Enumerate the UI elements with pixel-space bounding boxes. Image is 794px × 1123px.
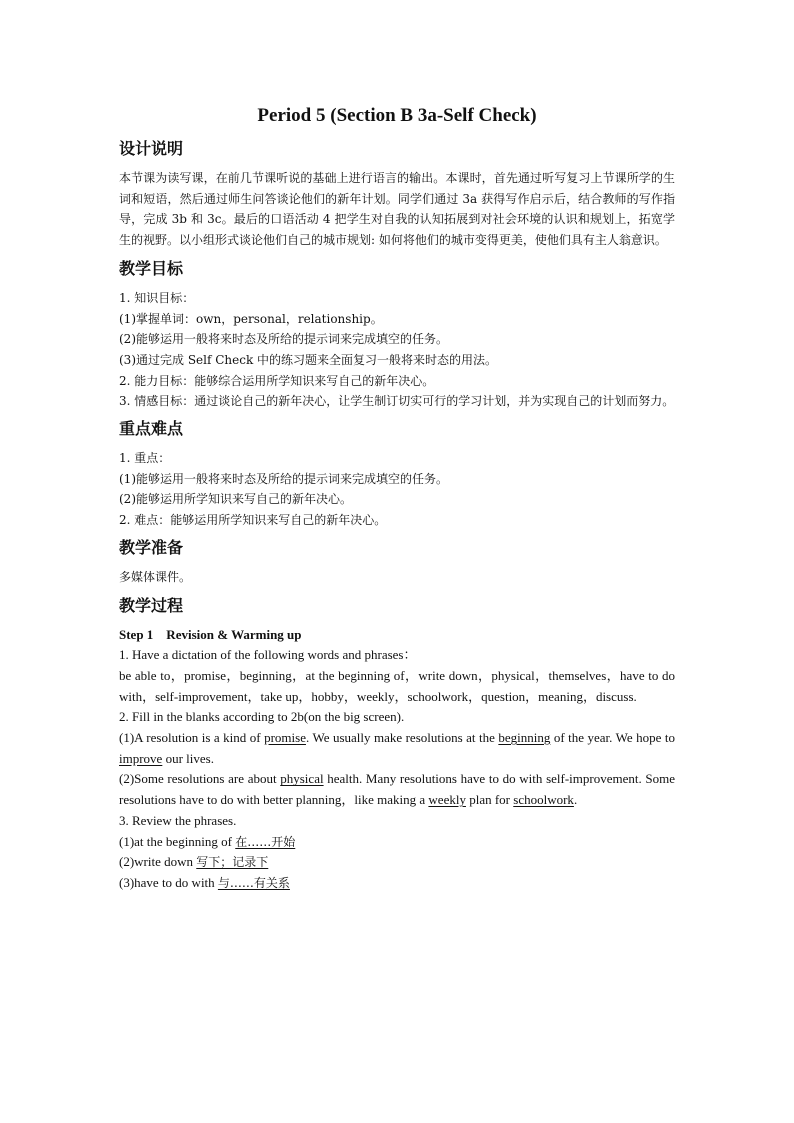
answer-blank: physical bbox=[280, 771, 324, 787]
document-page bbox=[119, 104, 675, 894]
list-item: (3)通过完成 Self Check 中的练习题来全面复习一般将来时态的用法。 bbox=[119, 352, 498, 367]
heading-design: 设计说明 bbox=[119, 139, 184, 158]
list-item: 1. 重点： bbox=[119, 451, 171, 466]
answer-blank: beginning bbox=[498, 730, 551, 746]
fill-sentence-2: (2)Some resolutions are about physical health. Many resolutions have to do with self-improvement. Some resolutions have to do with better planning，like making a weekly plan for schoolwork. bbox=[119, 771, 676, 808]
heading-process: 教学过程 bbox=[119, 595, 184, 615]
list-item: (2)能够运用一般将来时态及所给的提示词来完成填空的任务。 bbox=[119, 332, 449, 347]
heading-prep: 教学准备 bbox=[119, 537, 184, 557]
item-3: 3. Review the phrases. bbox=[119, 812, 237, 828]
list-item: 2. 能力目标：能够综合运用所学知识来写自己的新年决心。 bbox=[119, 373, 435, 388]
answer-blank: weekly bbox=[428, 792, 466, 808]
list-item: (1)掌握单词：own，personal，relationship。 bbox=[119, 311, 383, 326]
phrase-row: (3)have to do with 与……有关系 bbox=[119, 874, 290, 890]
design-paragraph: 本节课为读写课，在前几节课听说的基础上进行语言的输出。本课时，首先通过听写复习上节课所学的生词和短语，然后通过师生问答谈论他们的新年计划。同学们通过 3a 获得写作启示后，结合教师的写作指导，完成 3b 和 3c。最后的口语活动 4 把学生对自我的认知拓展到对社会环境的认识和规划上，拓宽学生的视野。以小组形式谈论他们自己的城市规划: 如何将他们的城市变得更美，使他们具有主人翁意识。 bbox=[119, 171, 675, 248]
phrase-answer: 在……开始 bbox=[235, 834, 296, 849]
page-title: Period 5 (Section B 3a-Self Check) bbox=[257, 105, 537, 126]
list-item: (2)能够运用所学知识来写自己的新年决心。 bbox=[119, 492, 352, 507]
phrase-answer: 写下；记录下 bbox=[196, 855, 269, 870]
heading-goals: 教学目标 bbox=[119, 258, 184, 278]
item-2: 2. Fill in the blanks according to 2b(on the big screen). bbox=[119, 709, 405, 725]
item-1: 1. Have a dictation of the following words and phrases： bbox=[119, 647, 417, 663]
list-item: 3. 情感目标：通过谈论自己的新年决心，让学生制订切实可行的学习计划，并为实现自己的计划而努力。 bbox=[119, 394, 675, 409]
list-item: (1)能够运用一般将来时态及所给的提示词来完成填空的任务。 bbox=[119, 471, 449, 486]
prep-text: 多媒体课件。 bbox=[119, 569, 192, 584]
step-1-heading: Step 1 Revision & Warming up bbox=[119, 626, 302, 642]
answer-blank: improve bbox=[119, 750, 163, 766]
list-item: 2. 难点：能够运用所学知识来写自己的新年决心。 bbox=[119, 513, 387, 528]
key-points-list bbox=[119, 448, 675, 531]
answer-blank: promise bbox=[264, 730, 306, 746]
phrase-answer: 与……有关系 bbox=[217, 875, 290, 890]
heading-key-points: 重点难点 bbox=[119, 419, 184, 439]
phrase-row: (1)at the beginning of 在……开始 bbox=[119, 833, 296, 849]
goals-list bbox=[119, 288, 675, 412]
answer-blank: schoolwork bbox=[513, 792, 574, 808]
list-item: 1. 知识目标： bbox=[119, 290, 195, 305]
phrase-row: (2)write down 写下；记录下 bbox=[119, 854, 269, 870]
item-1-words: be able to，promise，beginning，at the beginning of，write down，physical，themselves，have to do with，self-improvement，take up，hobby，weekly，schoolwork，question，meaning，discuss. bbox=[119, 667, 675, 704]
fill-sentence-1: (1)A resolution is a kind of promise. We usually make resolutions at the beginning of the year. We hope to improve our lives. bbox=[119, 730, 675, 766]
